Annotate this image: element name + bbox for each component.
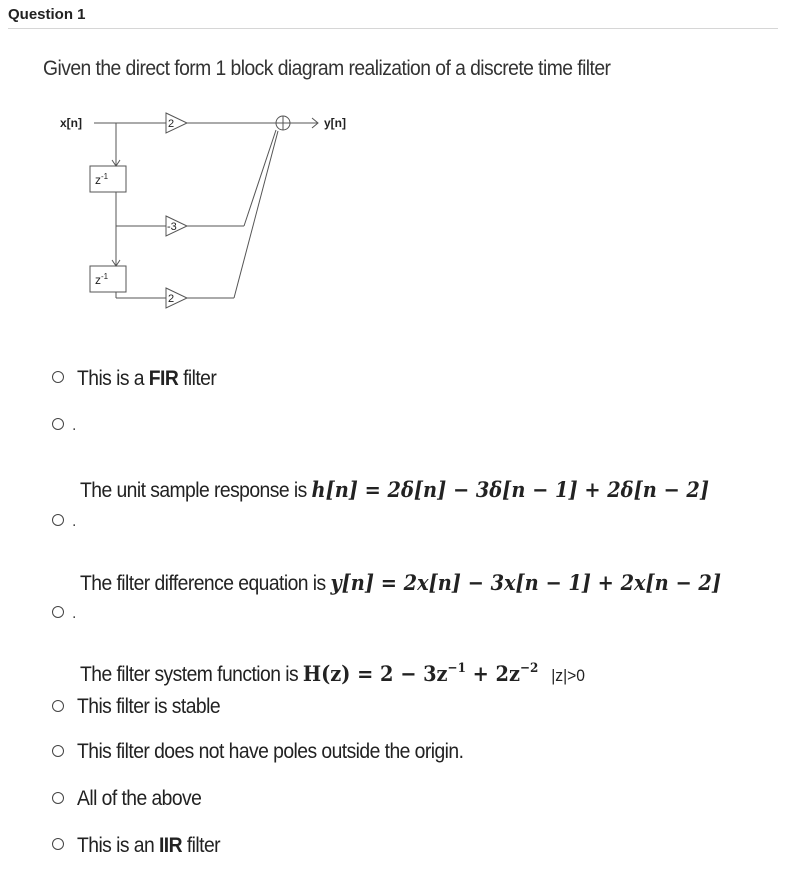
option-fir[interactable]: This is a FIR filter — [77, 367, 217, 390]
question-prompt: Given the direct form 1 block diagram realization of a discrete time filter — [43, 57, 611, 80]
option-difference-equation[interactable]: The filter difference equation is y[n] = 2x[n] − 3x[n − 1] + 2x[n − 2] — [80, 570, 721, 595]
gain-b2-label: 2 — [168, 293, 175, 305]
option-no-poles[interactable]: This filter does not have poles outside the origin. — [77, 740, 464, 763]
delay-label-1: $z^{-1}$ — [95, 172, 109, 187]
option-unit-sample-response[interactable]: The unit sample response is h[n] = 2δ[n] − 3δ[n − 1] + 2δ[n − 2] — [80, 477, 709, 502]
delay-label-2: $z^{-1}$ — [95, 272, 109, 287]
option-all-of-the-above[interactable]: All of the above — [77, 787, 202, 810]
gain-b0-label: 2 — [168, 118, 175, 130]
input-label: x[n] — [60, 116, 82, 130]
option-4-dot: . — [72, 605, 77, 622]
option-2-dot: . — [72, 417, 77, 434]
option-iir[interactable]: This is an IIR filter — [77, 834, 221, 857]
option-radio-stable[interactable] — [52, 700, 64, 712]
option-radio-4[interactable] — [52, 606, 64, 618]
block-diagram — [50, 98, 370, 318]
gain-b1-label: -3 — [167, 221, 177, 233]
option-radio-fir[interactable] — [52, 371, 64, 383]
option-radio-2[interactable] — [52, 418, 64, 430]
title-divider — [8, 28, 778, 29]
option-radio-no-poles[interactable] — [52, 745, 64, 757]
option-radio-iir[interactable] — [52, 838, 64, 850]
option-radio-3[interactable] — [52, 514, 64, 526]
option-system-function[interactable]: The filter system function is $H(z) = 2 - 3z^{-1} + 2z^{-2}$ |z|>0 — [80, 660, 586, 686]
option-3-dot: . — [72, 513, 77, 530]
question-title: Question 1 — [8, 6, 86, 23]
option-stable[interactable]: This filter is stable — [77, 695, 221, 718]
option-radio-all[interactable] — [52, 792, 64, 804]
output-label: y[n] — [324, 116, 346, 130]
